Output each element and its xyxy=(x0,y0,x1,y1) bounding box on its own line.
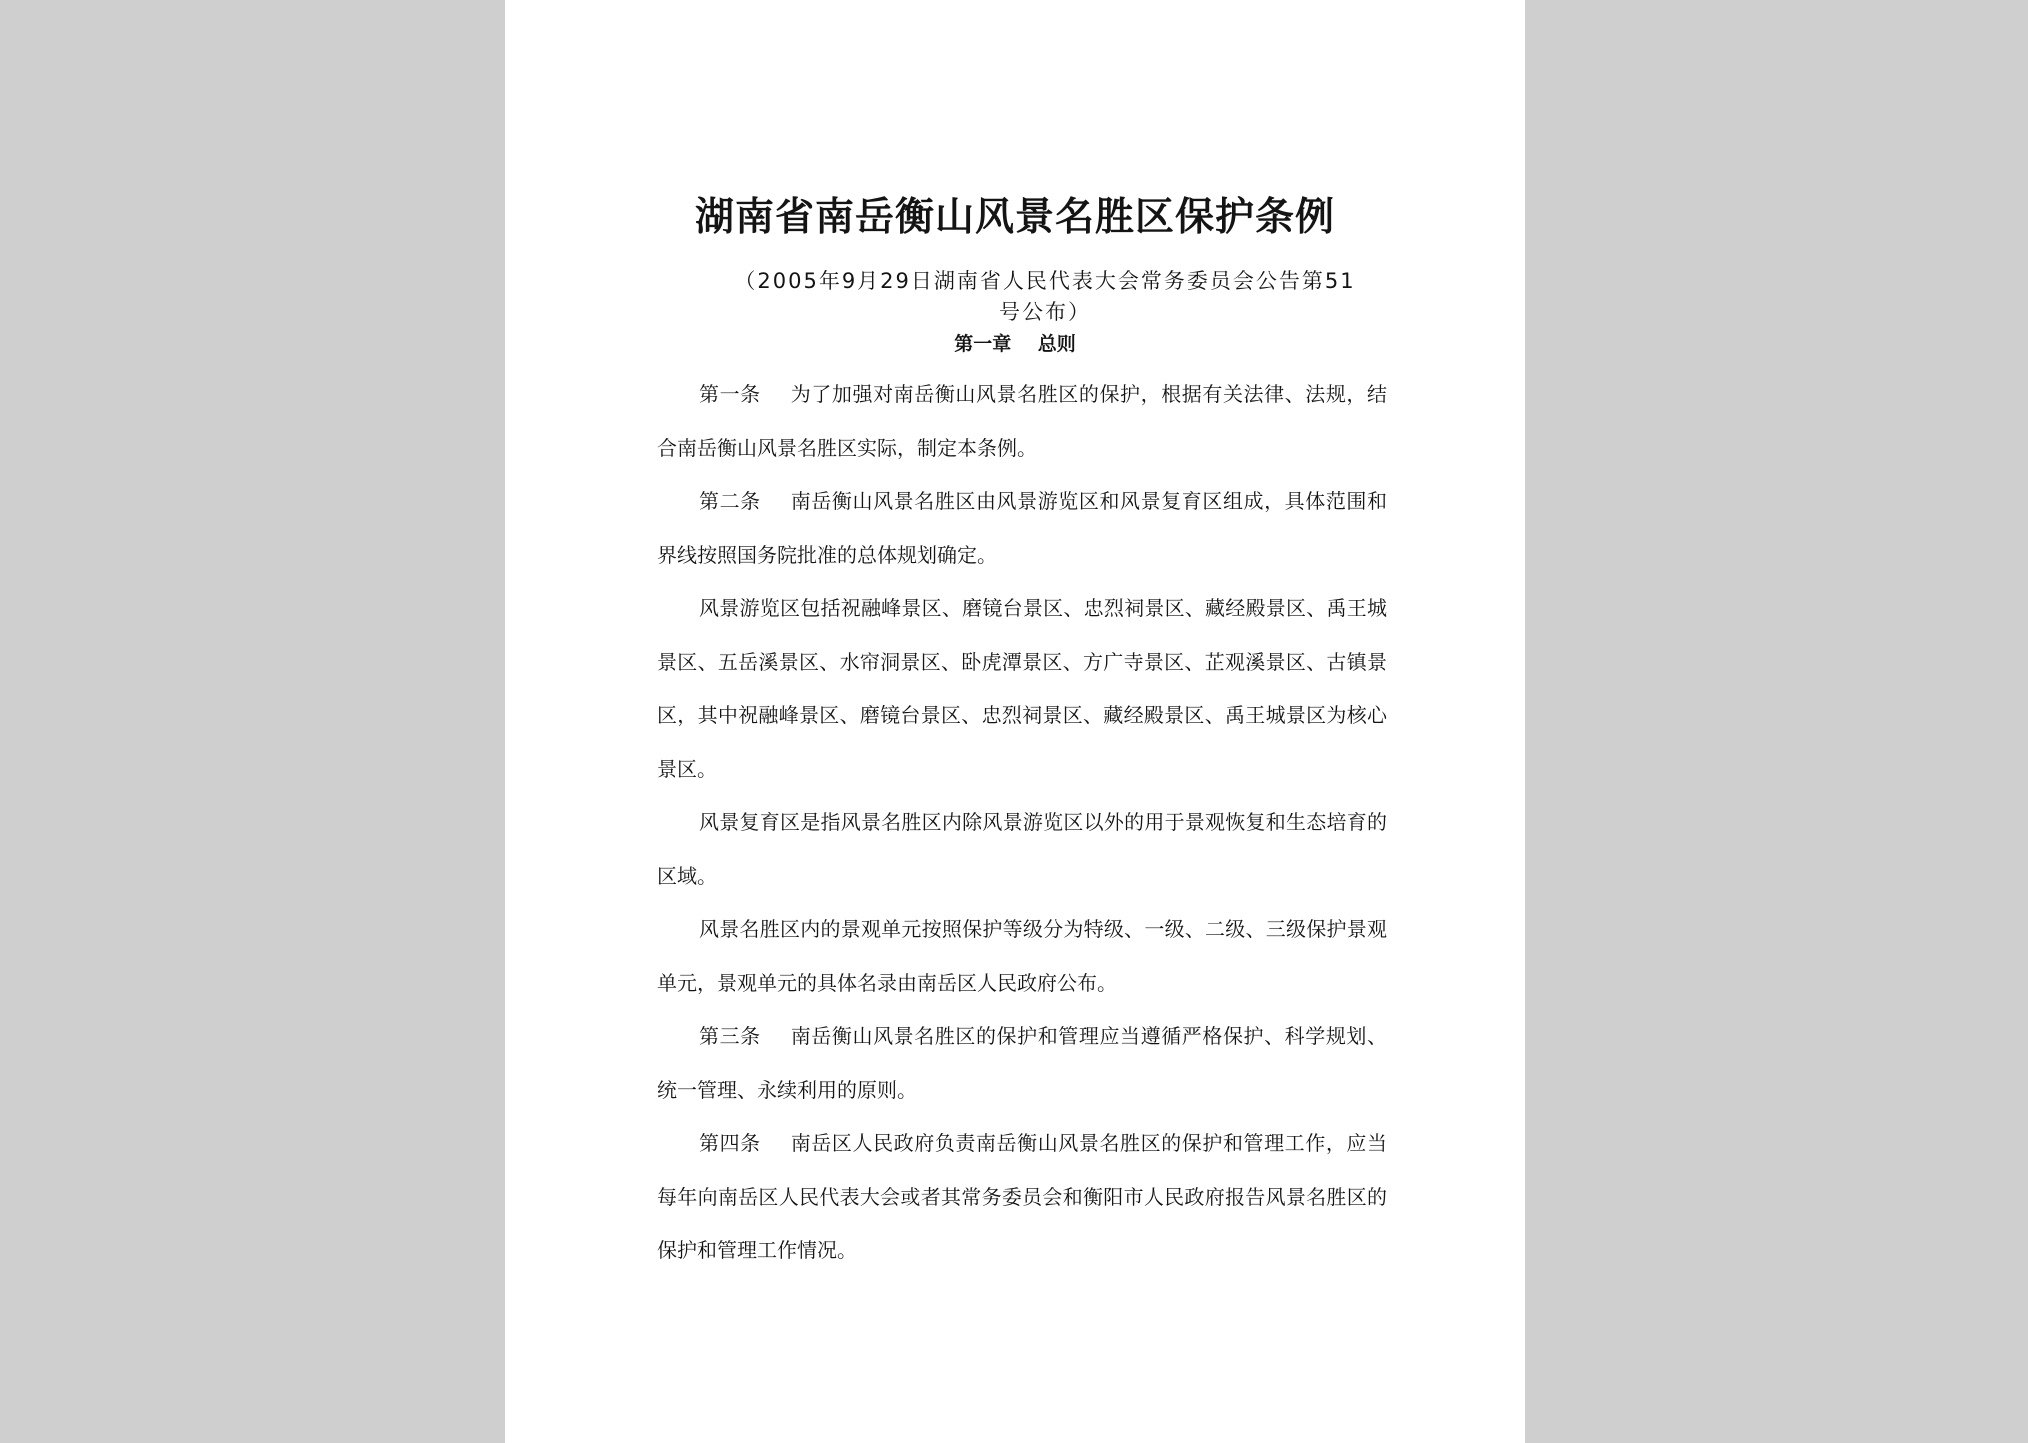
document-body xyxy=(657,368,1387,1278)
document-title: 湖南省南岳衡山风景名胜区保护条例 xyxy=(694,194,1335,240)
article-4-label: 第四条 xyxy=(699,1131,761,1155)
article-2-text: 南岳衡山风景名胜区由风景游览区和风景复育区组成，具体范围和界线按照国务院批准的总体规划确定。 xyxy=(657,489,1388,567)
scenic-tour-area-paragraph xyxy=(657,582,1387,796)
document-page xyxy=(505,0,1525,1443)
promulgation-note: （2005年9月29日湖南省人民代表大会常务委员会公告第51号公布） xyxy=(734,269,1356,324)
scenic-tour-area-text: 风景游览区包括祝融峰景区、磨镜台景区、忠烈祠景区、藏经殿景区、禹王城景区、五岳溪景区、水帘洞景区、卧虎潭景区、方广寺景区、芷观溪景区、古镇景区，其中祝融峰景区、磨镜台景区、忠烈祠景区、藏经殿景区、禹王城景区为核心景区。 xyxy=(657,596,1387,781)
article-4-paragraph xyxy=(657,1117,1387,1278)
article-4-text: 南岳区人民政府负责南岳衡山风景名胜区的保护和管理工作，应当每年向南岳区人民代表大会或者其常务委员会和衡阳市人民政府报告风景名胜区的保护和管理工作情况。 xyxy=(657,1131,1388,1262)
article-1-label: 第一条 xyxy=(699,382,761,406)
article-3-paragraph xyxy=(657,1010,1387,1117)
article-3-label: 第三条 xyxy=(699,1024,761,1048)
restoration-area-text: 风景复育区是指风景名胜区内除风景游览区以外的用于景观恢复和生态培育的区域。 xyxy=(657,810,1387,888)
article-2-label: 第二条 xyxy=(699,489,761,513)
article-1-text: 为了加强对南岳衡山风景名胜区的保护，根据有关法律、法规，结合南岳衡山风景名胜区实际，制定本条例。 xyxy=(657,382,1388,460)
article-3-text: 南岳衡山风景名胜区的保护和管理应当遵循严格保护、科学规划、统一管理、永续利用的原则。 xyxy=(657,1024,1388,1102)
article-1-paragraph xyxy=(657,368,1387,475)
restoration-area-paragraph xyxy=(657,796,1387,903)
article-2-paragraph xyxy=(657,475,1387,582)
landscape-units-text: 风景名胜区内的景观单元按照保护等级分为特级、一级、二级、三级保护景观单元，景观单元的具体名录由南岳区人民政府公布。 xyxy=(657,917,1387,995)
landscape-units-paragraph xyxy=(657,903,1387,1010)
chapter-heading: 第一章 总则 xyxy=(954,333,1076,355)
